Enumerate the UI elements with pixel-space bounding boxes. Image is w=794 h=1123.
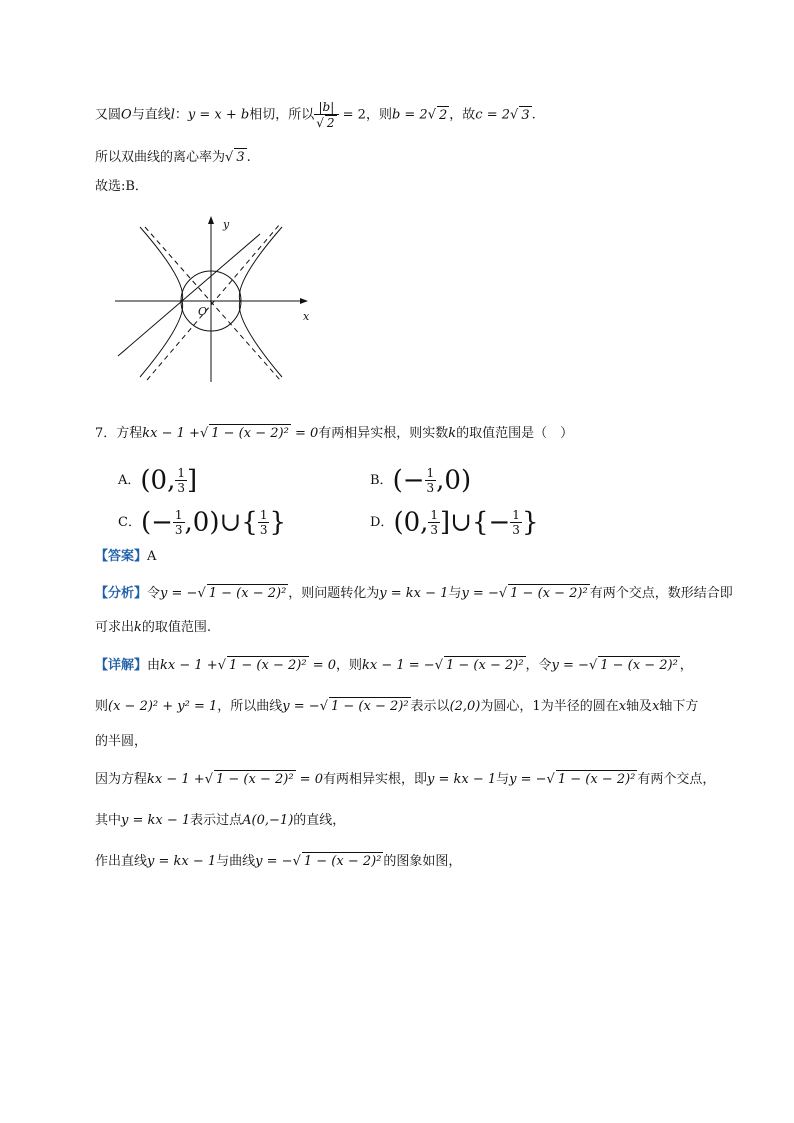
text: 的半圆， (95, 734, 148, 749)
fraction: $\frac{|b|}{√ 2}$ (314, 100, 338, 130)
answer-value: A (147, 549, 157, 564)
text: 所以双曲线的离心率为 (95, 150, 226, 165)
math-var: x (652, 699, 660, 714)
text: 相切，所以 (249, 107, 315, 123)
denominator: 3 (512, 523, 520, 537)
question-7-stem: 7．方程kx − 1 +√ 1 − (x − 2)² = 0有两相异实根，则实数k的取值范围是（ ） (95, 426, 574, 441)
text: 有两相异实根，即 (322, 772, 427, 787)
sqrt: 2 (439, 107, 448, 123)
math-eq: y = − (509, 772, 547, 787)
math-eq: c = 2 (475, 107, 511, 123)
text: 表示过点 (190, 813, 243, 828)
numerator: 1 (177, 466, 185, 480)
sqrt: 1 − (x − 2)² (208, 586, 287, 601)
fraction (173, 508, 185, 537)
detail-line-1: 【详解】由kx − 1 +√ 1 − (x − 2)² = 0，则kx − 1 = −√ 1 − (x − 2)² ，令y = −√ 1 − (x − 2)² ， (95, 658, 693, 673)
label-x: x (303, 310, 310, 323)
math-eq: kx − 1 = − (362, 658, 435, 673)
math: } (521, 507, 539, 538)
math-eq: A(0,−1) (242, 813, 294, 828)
math-eq: y = kx − 1 (147, 854, 217, 869)
numerator: 1 (426, 466, 435, 480)
fraction (510, 508, 522, 537)
math-eq: = 0 (299, 772, 323, 787)
math-eq: kx − 1 + (160, 658, 218, 673)
sqrt: 1 − (x − 2)² (215, 772, 294, 787)
sqrt: 3 (521, 107, 530, 123)
math-var: O (121, 107, 132, 123)
text: ，所以曲线 (217, 699, 283, 714)
hyperbola-left-branch (140, 227, 183, 377)
math-var: l (170, 107, 175, 123)
math-eq: y = kx − 1 (121, 813, 191, 828)
text: 轴下方 (659, 699, 699, 714)
math: (− (140, 507, 173, 538)
sqrt: 1 − (x − 2)² (445, 658, 524, 673)
analysis-line-1: 【分析】令y = −√ 1 − (x − 2)² ，则问题转化为y = kx − 1与y = −√ 1 − (x − 2)² 有两个交点，数形结合即 (95, 586, 733, 601)
math-eq: (2,0) (449, 699, 481, 714)
denominator: 3 (259, 523, 268, 537)
fraction (425, 466, 437, 495)
math: (0, (393, 507, 429, 538)
x-axis-arrow (300, 298, 308, 304)
math-eq: y = − (282, 699, 320, 714)
text: ，则 (335, 658, 362, 673)
numerator: 1 (259, 508, 268, 522)
option-label: C． (118, 515, 141, 530)
math-eq: = 0 (294, 426, 319, 441)
numerator: 1 (430, 508, 439, 522)
tangent-line (118, 234, 260, 356)
text: ，令 (525, 658, 552, 673)
fraction (428, 508, 440, 537)
math-eq: = 0 (312, 658, 336, 673)
asymptote-2 (147, 224, 280, 380)
text: 与直线 (131, 107, 171, 123)
sqrt: 1 − (x − 2)² (510, 586, 588, 601)
sqrt: 1 − (x − 2)² (600, 658, 678, 673)
text: . (531, 107, 536, 123)
detail-line-3 (95, 733, 147, 751)
sqrt: 3 (236, 150, 245, 165)
answer-label: 【答案】 (95, 549, 148, 564)
math-eq: y = − (461, 586, 499, 601)
text: 的图象如图， (383, 854, 462, 869)
text: 的取值范围. (141, 620, 212, 635)
analysis-line-2 (95, 619, 211, 637)
text: 为半径的圆在 (540, 699, 619, 714)
solution-line-2: 所以双曲线的离心率为√ 3 . (95, 150, 251, 165)
solution-line-1: 又圆O与直线l：y = x + b相切，所以 $\frac{|b|}{√ 2}$ = 2，则b = 2√ 2 ，故c = 2√ 3 . (95, 100, 536, 130)
question-number: 7．方程 (95, 426, 143, 441)
text: 其中 (95, 813, 122, 828)
denominator: 2 (326, 116, 335, 130)
math-eq: b = 2 (391, 107, 428, 123)
math: ] (186, 465, 198, 496)
text: 的直线， (293, 813, 346, 828)
text: 则 (95, 699, 109, 714)
text: 可求出 (95, 620, 135, 635)
sqrt: 1 − (x − 2)² (211, 426, 289, 441)
text: 轴及 (626, 699, 653, 714)
math-eq: y = − (551, 658, 589, 673)
text: ： (174, 107, 188, 123)
denominator: 3 (174, 523, 183, 537)
text: 有两个交点， (637, 772, 716, 787)
math: ,0)∪{ (184, 507, 258, 538)
math-eq: y = x + b (187, 107, 250, 123)
detail-line-2: 则(x − 2)² + y² = 1，所以曲线y = −√ 1 − (x − 2)² 表示以(2,0)为圆心，1为半径的圆在x轴及x轴下方 (95, 699, 699, 714)
answer-line (95, 548, 156, 566)
option-label: B． (370, 473, 393, 488)
text: 有两相异实根，则实数 (318, 426, 449, 441)
math: ,0) (436, 465, 472, 496)
detail-line-5 (95, 812, 345, 830)
solution-line-3 (95, 178, 148, 196)
math: (0, (140, 465, 176, 496)
math-eq: y = − (255, 854, 293, 869)
math-var: k (448, 426, 457, 441)
detail-line-6: 作出直线y = kx − 1与曲线y = −√ 1 − (x − 2)² 的图象如图， (95, 854, 462, 869)
denominator: 3 (430, 523, 439, 537)
text: 作出直线 (95, 854, 148, 869)
numerator: |b| (314, 100, 338, 115)
text: ，故 (449, 107, 476, 123)
text: 由 (147, 658, 161, 673)
analysis-label: 【分析】 (95, 586, 148, 601)
math: } (269, 507, 286, 538)
numerator: 1 (512, 508, 520, 522)
text: 表示以 (410, 699, 450, 714)
denominator: 3 (177, 481, 185, 495)
text: 1 (532, 699, 541, 714)
option-label: D． (370, 515, 394, 530)
option-d[interactable] (370, 508, 538, 537)
sqrt: 1 − (x − 2)² (303, 854, 382, 869)
text: 的取值范围是（ ） (456, 426, 574, 441)
sqrt: 1 − (x − 2)² (557, 772, 636, 787)
detail-label: 【详解】 (95, 658, 148, 673)
text: 令 (147, 586, 161, 601)
text: 为圆心， (480, 699, 533, 714)
math-eq: kx − 1 + (147, 772, 205, 787)
choice-text: 故选:B． (95, 179, 148, 194)
option-c[interactable] (118, 508, 286, 537)
math: ]∪{− (440, 507, 511, 538)
text: 因为方程 (95, 772, 148, 787)
math-eq: y = kx − 1 (426, 772, 497, 787)
option-a[interactable] (118, 466, 197, 495)
text: 与 (448, 586, 462, 601)
option-b[interactable] (370, 466, 471, 495)
hyperbola-right-branch (239, 227, 282, 377)
text: 又圆 (95, 107, 122, 123)
sqrt: 1 − (x − 2)² (229, 658, 307, 673)
math-var: k (134, 620, 142, 635)
math-eq: y = − (160, 586, 198, 601)
sqrt: 1 − (x − 2)² (331, 699, 409, 714)
math-var: x (618, 699, 627, 714)
y-axis-arrow (208, 216, 214, 224)
text: 与曲线 (216, 854, 256, 869)
label-y: y (223, 218, 230, 231)
fraction (258, 508, 270, 537)
math-eq: kx − 1 + (142, 426, 200, 441)
text: = 2，则 (342, 107, 392, 123)
option-label: A． (118, 473, 141, 488)
math-eq: y = kx − 1 (379, 586, 449, 601)
text: ， (679, 658, 693, 673)
math: (− (392, 465, 425, 496)
text: . (246, 150, 251, 165)
math-eq: (x − 2)² + y² = 1 (108, 699, 218, 714)
denominator: 3 (426, 481, 435, 495)
text: ，则问题转化为 (288, 586, 380, 601)
fraction (175, 466, 187, 495)
label-O: O (198, 305, 208, 318)
detail-line-4: 因为方程kx − 1 +√ 1 − (x − 2)² = 0有两相异实根，即y = kx − 1与y = −√ 1 − (x − 2)² 有两个交点， (95, 772, 716, 787)
text: 与 (496, 772, 510, 787)
hyperbola-figure (110, 212, 320, 387)
text: 有两个交点，数形结合即 (589, 586, 733, 601)
numerator: 1 (174, 508, 183, 522)
